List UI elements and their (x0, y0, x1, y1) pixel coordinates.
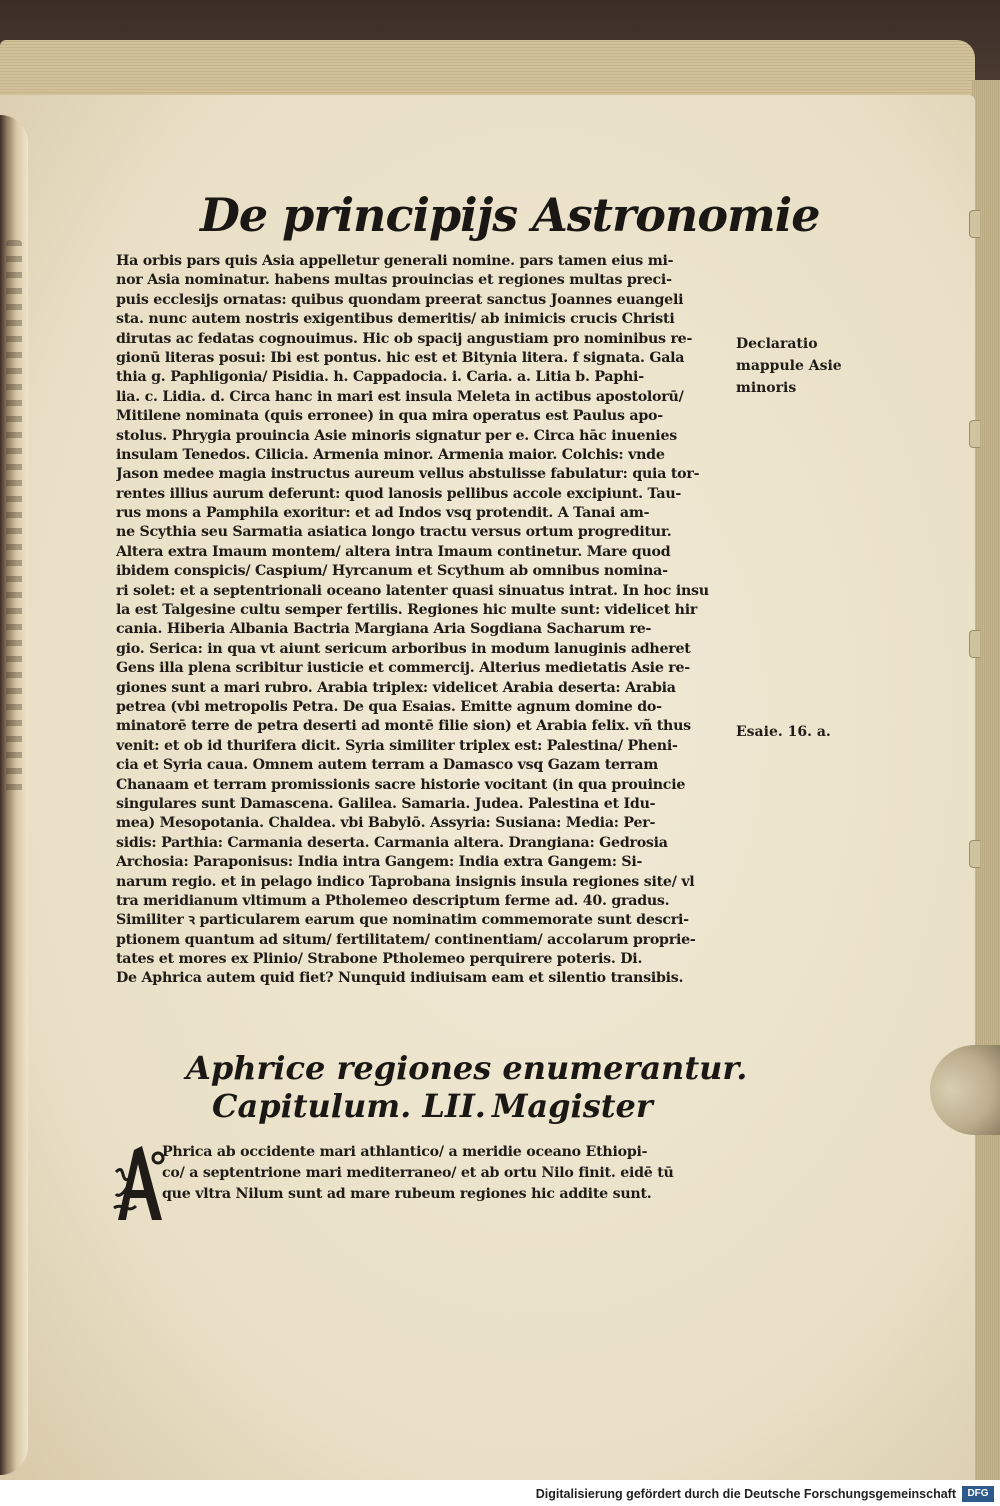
footer-credit: Digitalisierung gefördert durch die Deutsche Forschungsgemeinschaft (535, 1487, 956, 1501)
text-line: De Aphrica autem quid fiet? Nunquid indiuisam eam et silentio transibis. (116, 970, 684, 987)
text-line: Phrica ab occidente mari athlantico/ a meridie oceano Ethiopi- (162, 1144, 648, 1160)
text-line: ne Scythia seu Sarmatia asiatica longo tractu versus ortum progreditur. (116, 524, 672, 541)
text-line: singulares sunt Damascena. Galilea. Samaria. Judea. Palestina et Idu- (116, 795, 656, 812)
text-line: venit: et ob id thurifera dicit. Syria similiter triplex est: Palestina/ Pheni- (116, 737, 678, 754)
footer-bar (0, 1480, 1000, 1506)
text-line: la est Talgesine cultu semper fertilis. Regiones hic multe sunt: videlicet hir (116, 602, 698, 619)
margin-reference: Esaie. 16. a. (736, 724, 831, 740)
text-line: Archosia: Paraponisus: India intra Gangem: India extra Gangem: Si- (116, 854, 643, 871)
text-line: gionū literas posui: Ibi est pontus. hic est et Bitynia litera. f signata. Gala (116, 349, 685, 366)
text-line: puis ecclesijs ornatas: quibus quondam preerat sanctus Joannes euangeli (116, 291, 684, 308)
text-line: sta. nunc autem nostris exigentibus demeritis/ ab inimicis crucis Christi (116, 311, 675, 328)
text-line: ibidem conspicis/ Caspium/ Hyrcanum et Scythum ab omnibus nomina- (116, 563, 668, 580)
text-line: tates et mores ex Plinio/ Strabone Ptholemeo perquirere poteris. Di. (116, 951, 643, 968)
chapter-title: Aphrice regiones enumerantur. (186, 1049, 748, 1087)
text-line: rus mons a Pamphila exoritur: et ad Indos vsq protendit. A Tanai am- (116, 505, 650, 522)
text-line: tra meridianum vltimum a Ptholemeo descriptum ferme ad. 40. gradus. (116, 892, 670, 909)
text-line: Jason medee magia instructus aureum vellus abstulisse fabulatur: quia tor- (116, 466, 700, 483)
text-line: Mitilene nominata (quis erronee) in qua mira operatus est Paulus apo- (116, 408, 663, 425)
text-line: lia. c. Lidia. d. Circa hanc in mari est insula Meleta in actibus apostolorū/ (116, 388, 684, 405)
page-tab (969, 210, 980, 238)
dfg-logo: DFG (962, 1486, 994, 1502)
text-line: minatorē terre de petra deserti ad montē filie sion) et Arabia felix. vñ thus (116, 718, 691, 735)
margin-note (736, 333, 846, 399)
page-edges-right (972, 80, 1000, 1480)
text-line: que vltra Nilum sunt ad mare rubeum regiones hic addite sunt. (162, 1186, 652, 1202)
text-line: nor Asia nominatur. habens multas prouincias et regiones multas preci- (116, 272, 672, 289)
text-line: cania. Hiberia Albania Bactria Margiana Aria Sogdiana Sacharum re- (116, 621, 652, 638)
text-line: cia et Syria caua. Omnem autem terram a Damasco vsq Gazam terram (116, 757, 658, 774)
text-line: gio. Serica: in qua vt aiunt sericum arboribus in modum lanuginis adheret (116, 640, 691, 657)
text-line: thia g. Paphligonia/ Pisidia. h. Cappadocia. i. Caria. a. Litia b. Paphi- (116, 369, 644, 386)
page-tab (969, 840, 980, 868)
text-line: Altera extra Imaum montem/ altera intra Imaum continetur. Mare quod (116, 543, 671, 560)
page-tab (969, 420, 980, 448)
chapter-speaker: Magister (492, 1087, 653, 1125)
text-line: co/ a septentrione mari mediterraneo/ et ab ortu Nilo finit. eidē tū (162, 1165, 674, 1181)
facing-page-text (6, 240, 22, 800)
text-line: mea) Mesopotania. Chaldea. vbi Babylō. Assyria: Susiana: Media: Per- (116, 815, 656, 832)
text-line: Similiter ꝛ particularem earum que nominatim commemorate sunt descri- (116, 912, 689, 929)
text-line: Chanaam et terram promissionis sacre historie vocitant (in qua prouincie (116, 776, 686, 793)
text-line: stolus. Phrygia prouincia Asie minoris signatur per e. Circa hāc inuenies (116, 427, 677, 444)
chapter-paragraph (150, 1142, 710, 1205)
text-line: ri solet: et a septentrionali oceano latenter quasi sinuatus intrat. In hoc insu (116, 582, 709, 599)
chapter-number: Capitulum. LII. (212, 1087, 486, 1125)
margin-note-line: minoris (736, 380, 797, 396)
text-line: giones sunt a mari rubro. Arabia triplex: videlicet Arabia deserta: Arabia (116, 679, 676, 696)
body-text (116, 252, 731, 989)
text-line: ptionem quantum ad situm/ fertilitatem/ continentiam/ accolarum proprie- (116, 931, 696, 948)
page-tab (969, 630, 980, 658)
text-line: sidis: Parthia: Carmania deserta. Carmania altera. Drangiana: Gedrosia (116, 834, 668, 851)
text-line: insulam Tenedos. Cilicia. Armenia minor. Armenia maior. Colchis: vnde (116, 446, 665, 463)
margin-note-line: mappule Asie (736, 358, 842, 374)
margin-note-line: Declaratio (736, 336, 818, 352)
text-line: rentes illius aurum deferunt: quod lanosis pellibus accole excipiunt. Tau- (116, 485, 682, 502)
text-line: Ha orbis pars quis Asia appelletur generali nomine. pars tamen eius mi- (116, 253, 674, 269)
text-line: Gens illa plena scribitur iusticie et commercij. Alterius medietatis Asie re- (116, 660, 690, 677)
page-heading: De principijs Astronomie (200, 188, 820, 242)
text-line: narum regio. et in pelago indico Taprobana insignis insula regiones site/ vl (116, 873, 695, 890)
text-line: dirutas ac fedatas cognouimus. Hic ob spacij angustiam pro nominibus re- (116, 330, 693, 347)
text-line: petrea (vbi metropolis Petra. De qua Esaias. Emitte agnum domine do- (116, 698, 662, 715)
